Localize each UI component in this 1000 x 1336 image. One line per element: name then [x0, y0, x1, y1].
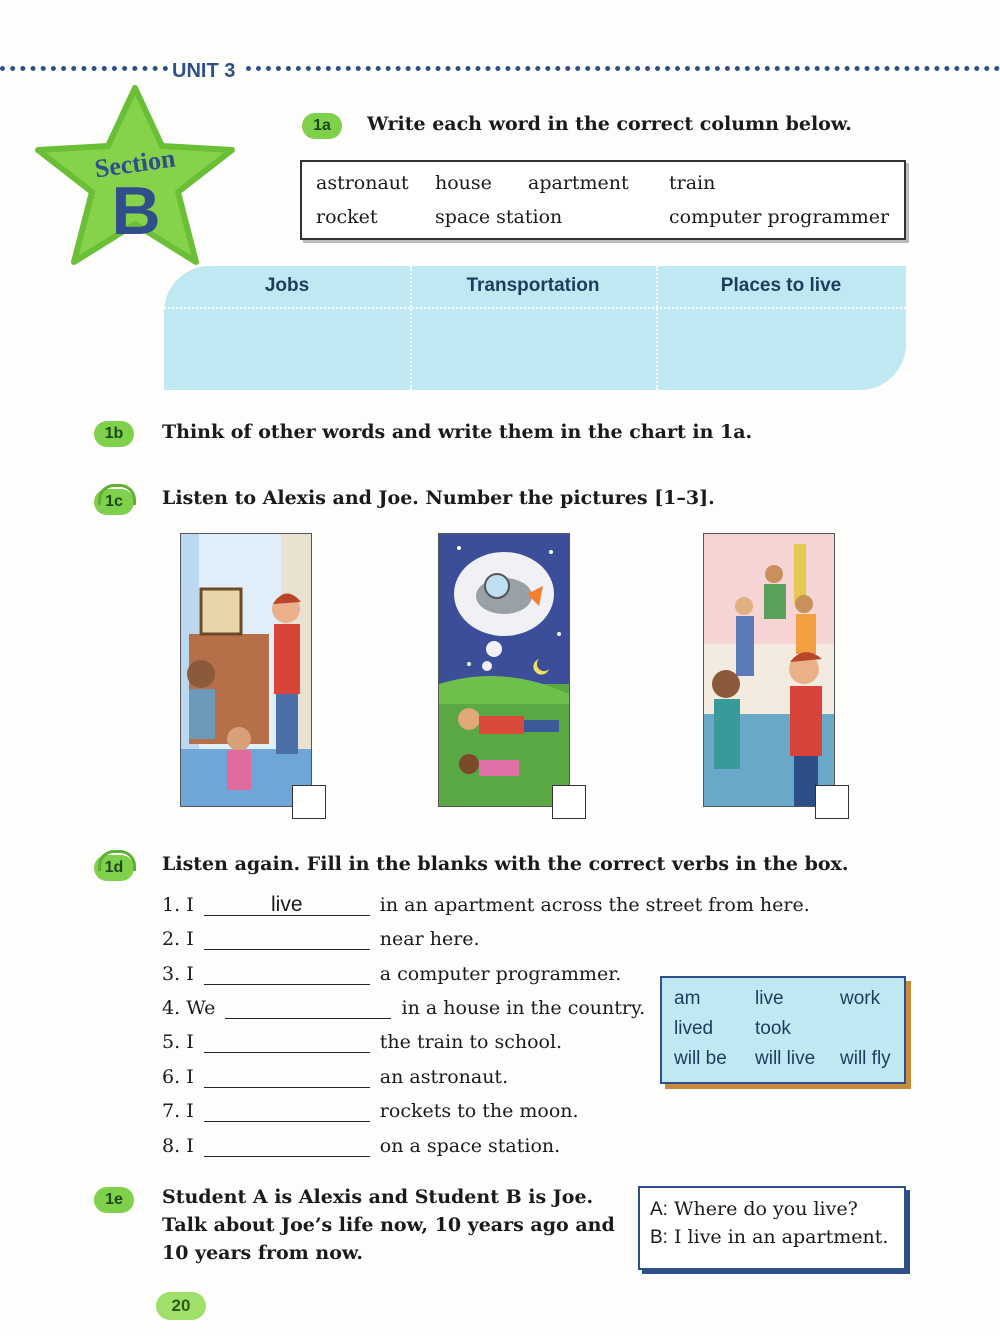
sentence-rest: rockets to the moon.	[379, 1100, 579, 1122]
badge-1b: 1b	[94, 421, 134, 447]
sentence-number: 5.	[162, 1031, 181, 1053]
column-header-places-to-live: Places to live	[720, 275, 842, 296]
blank-6[interactable]	[204, 1065, 370, 1088]
sentence-subject: I	[186, 963, 194, 985]
section-star-badge	[30, 84, 240, 274]
picture-party-illustration	[704, 534, 834, 806]
column-transportation[interactable]	[410, 266, 656, 390]
verb-am: am	[674, 988, 701, 1009]
sentence-subject: I	[186, 1031, 194, 1053]
badge-1e: 1e	[94, 1187, 134, 1213]
sentence-subject: I	[186, 1066, 194, 1088]
picture-space-dream-illustration	[439, 534, 569, 806]
sentence-rest: an astronaut.	[379, 1066, 509, 1088]
verb-live: live	[755, 988, 784, 1009]
instruction-1e-line-1: Student A is Alexis and Student B is Joe.	[162, 1186, 594, 1208]
sentence-5	[162, 1030, 562, 1053]
verb-will-live: will live	[755, 1048, 816, 1069]
column-header-jobs: Jobs	[264, 275, 310, 296]
instruction-1b: Think of other words and write them in the chart in 1a.	[162, 421, 753, 443]
word-house: house	[435, 172, 492, 194]
instruction-1d: Listen again. Fill in the blanks with the correct verbs in the box.	[162, 853, 849, 875]
blank-7[interactable]	[204, 1099, 370, 1122]
sentence-1	[162, 893, 810, 916]
sentence-number: 8.	[162, 1135, 181, 1157]
column-jobs[interactable]	[164, 266, 410, 390]
section-letter: B	[111, 173, 161, 249]
instruction-1e-line-3: 10 years from now.	[162, 1242, 363, 1264]
sentence-number: 4.	[162, 997, 181, 1019]
sentence-7	[162, 1099, 579, 1122]
word-box	[300, 160, 906, 240]
verb-took: took	[755, 1018, 791, 1039]
sentence-4	[162, 996, 645, 1019]
word-computer-programmer: computer programmer	[669, 206, 890, 228]
word-apartment: apartment	[528, 172, 629, 194]
answer-box-picture-3[interactable]	[815, 785, 849, 819]
sentence-rest: a computer programmer.	[379, 963, 622, 985]
column-header-transportation: Transportation	[466, 275, 600, 296]
header-dotted-rule-left	[0, 66, 168, 71]
sentence-rest: in a house in the country.	[401, 997, 646, 1019]
sentence-subject: I	[186, 928, 194, 950]
badge-1d: 1d	[94, 855, 134, 881]
word-train: train	[669, 172, 716, 194]
sentence-number: 6.	[162, 1066, 181, 1088]
speaker-b: B:	[650, 1227, 668, 1248]
sentence-subject: We	[186, 997, 216, 1019]
speaker-a: A:	[650, 1199, 668, 1220]
badge-1a: 1a	[302, 113, 342, 139]
chart-header-divider	[164, 307, 906, 309]
page-number: 20	[156, 1292, 206, 1320]
sentence-number: 1.	[162, 894, 181, 916]
section-label: Section	[92, 143, 178, 184]
blank-3[interactable]	[204, 962, 370, 985]
column-places-to-live[interactable]	[656, 266, 906, 390]
sentence-rest: in an apartment across the street from here.	[379, 894, 810, 916]
picture-3-party	[703, 533, 835, 807]
picture-1-living-room	[180, 533, 312, 807]
chart-column-divider	[656, 266, 658, 390]
sentence-number: 2.	[162, 928, 181, 950]
verb-will-fly: will fly	[840, 1048, 891, 1069]
blank-8[interactable]	[204, 1134, 370, 1157]
sentence-6	[162, 1065, 508, 1088]
sentence-rest: near here.	[379, 928, 480, 950]
dialog-text-a: Where do you live?	[674, 1198, 858, 1220]
category-chart	[164, 266, 906, 390]
chart-column-divider	[410, 266, 412, 390]
sentence-subject: I	[186, 1100, 194, 1122]
sentence-rest: on a space station.	[379, 1135, 561, 1157]
sentence-subject: I	[186, 894, 194, 916]
sentence-2	[162, 927, 480, 950]
dialog-text-b: I live in an apartment.	[674, 1226, 889, 1248]
sentence-8	[162, 1134, 560, 1157]
unit-label: UNIT 3	[168, 60, 239, 83]
verb-lived: lived	[674, 1018, 714, 1039]
header-dotted-rule-right	[246, 66, 1000, 71]
dialog-line-a	[650, 1198, 858, 1221]
sentence-3	[162, 962, 621, 985]
blank-2[interactable]	[204, 927, 370, 950]
answer-box-picture-1[interactable]	[292, 785, 326, 819]
verb-work: work	[840, 988, 881, 1009]
blank-4[interactable]	[225, 996, 391, 1019]
picture-living-room-illustration	[181, 534, 311, 806]
dialog-line-b	[650, 1226, 888, 1249]
verb-will-be: will be	[674, 1048, 727, 1069]
instruction-1e-line-2: Talk about Joe’s life now, 10 years ago and	[162, 1214, 615, 1236]
verb-box	[660, 976, 906, 1084]
sentence-number: 3.	[162, 963, 181, 985]
badge-1c: 1c	[94, 489, 134, 515]
instruction-1a: Write each word in the correct column below.	[367, 113, 852, 135]
picture-2-space-dream	[438, 533, 570, 807]
example-dialog	[638, 1186, 906, 1270]
sentence-rest: the train to school.	[379, 1031, 563, 1053]
word-astronaut: astronaut	[316, 172, 409, 194]
blank-1[interactable]: live	[204, 893, 370, 916]
blank-5[interactable]	[204, 1030, 370, 1053]
instruction-1c: Listen to Alexis and Joe. Number the pictures [1–3].	[162, 487, 715, 509]
word-space-station: space station	[435, 206, 563, 228]
word-rocket: rocket	[316, 206, 378, 228]
answer-box-picture-2[interactable]	[552, 785, 586, 819]
sentence-number: 7.	[162, 1100, 181, 1122]
sentence-subject: I	[186, 1135, 194, 1157]
